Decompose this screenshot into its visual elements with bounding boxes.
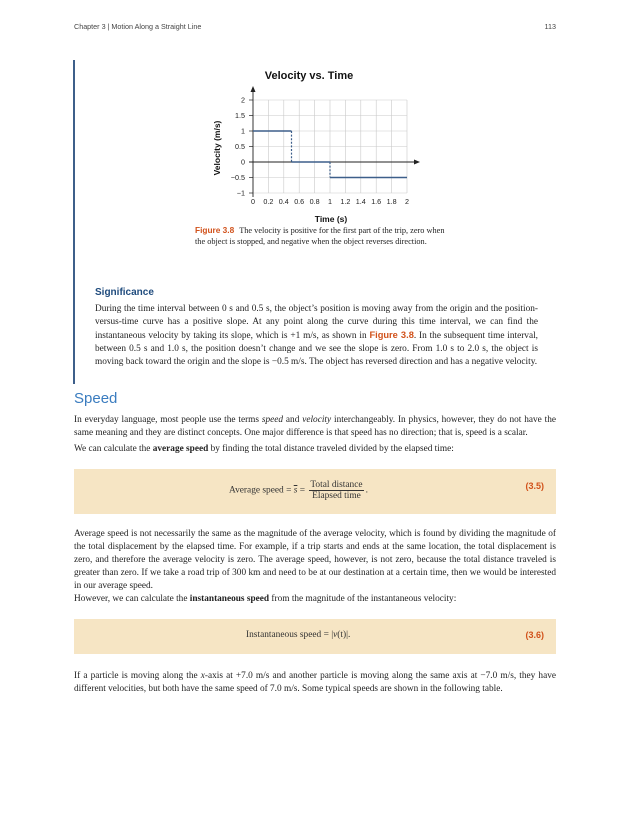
equation-3-5 bbox=[229, 480, 368, 501]
eq2-end: |. bbox=[346, 630, 351, 640]
section-heading-speed: Speed bbox=[74, 390, 118, 407]
significance-heading: Significance bbox=[95, 287, 154, 298]
p5-text-b: -axis at +7.0 m/s and another particle is moving along the same axis at −7.0 m/s, they have different velocities, but both have the same speed of 7.0 m/s. Some typical speeds are shown in the following table. bbox=[74, 671, 556, 694]
figure-label: Figure 3.8 bbox=[195, 225, 235, 235]
p1-term-speed: speed bbox=[261, 415, 284, 425]
p1-text-b: and bbox=[283, 415, 303, 425]
page-number: 113 bbox=[544, 22, 556, 31]
p1-term-velocity: velocity bbox=[302, 415, 332, 425]
x-tick-label: 1 bbox=[328, 197, 332, 206]
chart-title: Velocity vs. Time bbox=[264, 70, 354, 82]
p4-text-b: from the magnitude of the instantaneous velocity: bbox=[269, 594, 457, 604]
x-axis-arrow bbox=[414, 160, 420, 165]
p5-x: x bbox=[200, 671, 205, 681]
x-tick-label: 1.2 bbox=[340, 197, 351, 206]
speed-paragraph-5 bbox=[74, 670, 556, 696]
x-tick-label: 0.8 bbox=[309, 197, 320, 206]
eq1-numerator: Total distance bbox=[310, 480, 363, 490]
eq1-period: . bbox=[365, 485, 368, 496]
significance-text-a: During the time interval between 0 s and 0.5 s, the object’s position is moving away from the origin and the position-versus-time curve has a positive slope. At any point along the curve during this time interval, we can find the instantaneous velocity by taking its slope, which is +1 m/s, as shown in bbox=[95, 304, 538, 341]
significance-text-b: . In the subsequent time interval, between 0.5 s and 1.0 s, the position doesn’t change and we see the slope is zero. From 1.0 s to 2.0 s, the object is moving back toward the origin and the slope is −0.5 m/s. The object has reversed direction and has a negative velocity. bbox=[95, 331, 538, 367]
eq1-equals: = bbox=[297, 485, 308, 496]
speed-paragraph-2 bbox=[74, 443, 556, 456]
speed-paragraph-1 bbox=[74, 414, 556, 440]
y-tick-label: 2 bbox=[241, 95, 245, 105]
x-tick-label: 1.8 bbox=[386, 197, 397, 206]
chart-x-axis-label: Time (s) bbox=[314, 214, 348, 224]
term-instantaneous-speed: instantaneous speed bbox=[189, 594, 270, 604]
y-tick-label: 0 bbox=[241, 157, 245, 167]
chart-grid bbox=[253, 100, 407, 193]
example-sidebar-rule bbox=[73, 60, 75, 384]
speed-paragraph-3: Average speed is not necessarily the same as the magnitude of the average velocity, which is found by dividing the magnitude of the total displacement by the elapsed time. For example, if a trip starts and ends at the same location, the total displacement is zero, and therefore the average velocity is zero. The average speed, however, is not zero, because the total distance traveled is greater than zero. If we take a road trip of 300 km and need to be at our destination at a certain time, then we would be interested in our average speed. bbox=[74, 529, 556, 591]
x-tick-label: 0 bbox=[251, 197, 255, 206]
velocity-chart-svg bbox=[205, 62, 435, 230]
figure-link[interactable]: Figure 3.8 bbox=[369, 330, 414, 340]
x-tick-label: 2 bbox=[405, 197, 409, 206]
x-tick-label: 0.4 bbox=[278, 197, 289, 206]
x-tick-label: 0.6 bbox=[294, 197, 305, 206]
figure-caption bbox=[195, 225, 445, 247]
x-tick-label: 1.6 bbox=[371, 197, 382, 206]
p2-text-a: We can calculate the bbox=[74, 444, 153, 454]
figure-caption-text: The velocity is positive for the first part of the trip, zero when the object is stopped, and negative when the object reverses direction. bbox=[195, 226, 445, 246]
running-header-chapter: Chapter 3 | Motion Along a Straight Line bbox=[74, 22, 202, 31]
speed-paragraph-4 bbox=[74, 593, 556, 606]
eq2-v: v bbox=[333, 630, 338, 640]
p1-text-c: interchangeably. In physics, however, they do not have the same meaning and they are distinct concepts. One major difference is that speed has no direction; that is, speed is a scalar. bbox=[74, 415, 557, 438]
eq2-lhs: Instantaneous speed = | bbox=[246, 630, 334, 640]
equation-box-3-6 bbox=[74, 619, 556, 654]
chart-y-axis-label: Velocity (m/s) bbox=[212, 120, 222, 176]
eq1-denominator: Elapsed time bbox=[312, 491, 361, 501]
term-average-speed: average speed bbox=[152, 444, 209, 454]
y-tick-label: −0.5 bbox=[230, 173, 245, 182]
equation-number-3-5: (3.5) bbox=[525, 481, 544, 491]
p1-text-a: In everyday language, most people use the terms bbox=[74, 415, 262, 425]
eq1-lhs: Average speed = bbox=[229, 485, 294, 496]
x-tick-label: 1.4 bbox=[355, 197, 366, 206]
equation-3-6 bbox=[246, 630, 350, 640]
equation-number-3-6: (3.6) bbox=[525, 630, 544, 640]
eq1-fraction bbox=[309, 480, 363, 501]
y-tick-label: 1 bbox=[241, 126, 245, 136]
equation-box-3-5 bbox=[74, 469, 556, 514]
y-tick-label: 0.5 bbox=[235, 142, 245, 151]
p5-text-a: If a particle is moving along the bbox=[74, 671, 201, 681]
eq2-t: (t) bbox=[337, 630, 347, 640]
p4-text-a: However, we can calculate the bbox=[74, 594, 190, 604]
x-tick-label: 0.2 bbox=[263, 197, 274, 206]
p2-text-b: by finding the total distance traveled divided by the elapsed time: bbox=[208, 444, 454, 454]
y-tick-label: 1.5 bbox=[235, 111, 245, 120]
velocity-chart bbox=[205, 62, 435, 230]
chart-tick-labels bbox=[231, 96, 409, 207]
significance-paragraph bbox=[95, 303, 538, 369]
y-axis-arrow bbox=[251, 86, 256, 92]
y-tick-label: −1 bbox=[236, 188, 245, 198]
chart-axes bbox=[249, 86, 420, 197]
eq1-sbar: $\overline{s}$ bbox=[293, 485, 298, 496]
